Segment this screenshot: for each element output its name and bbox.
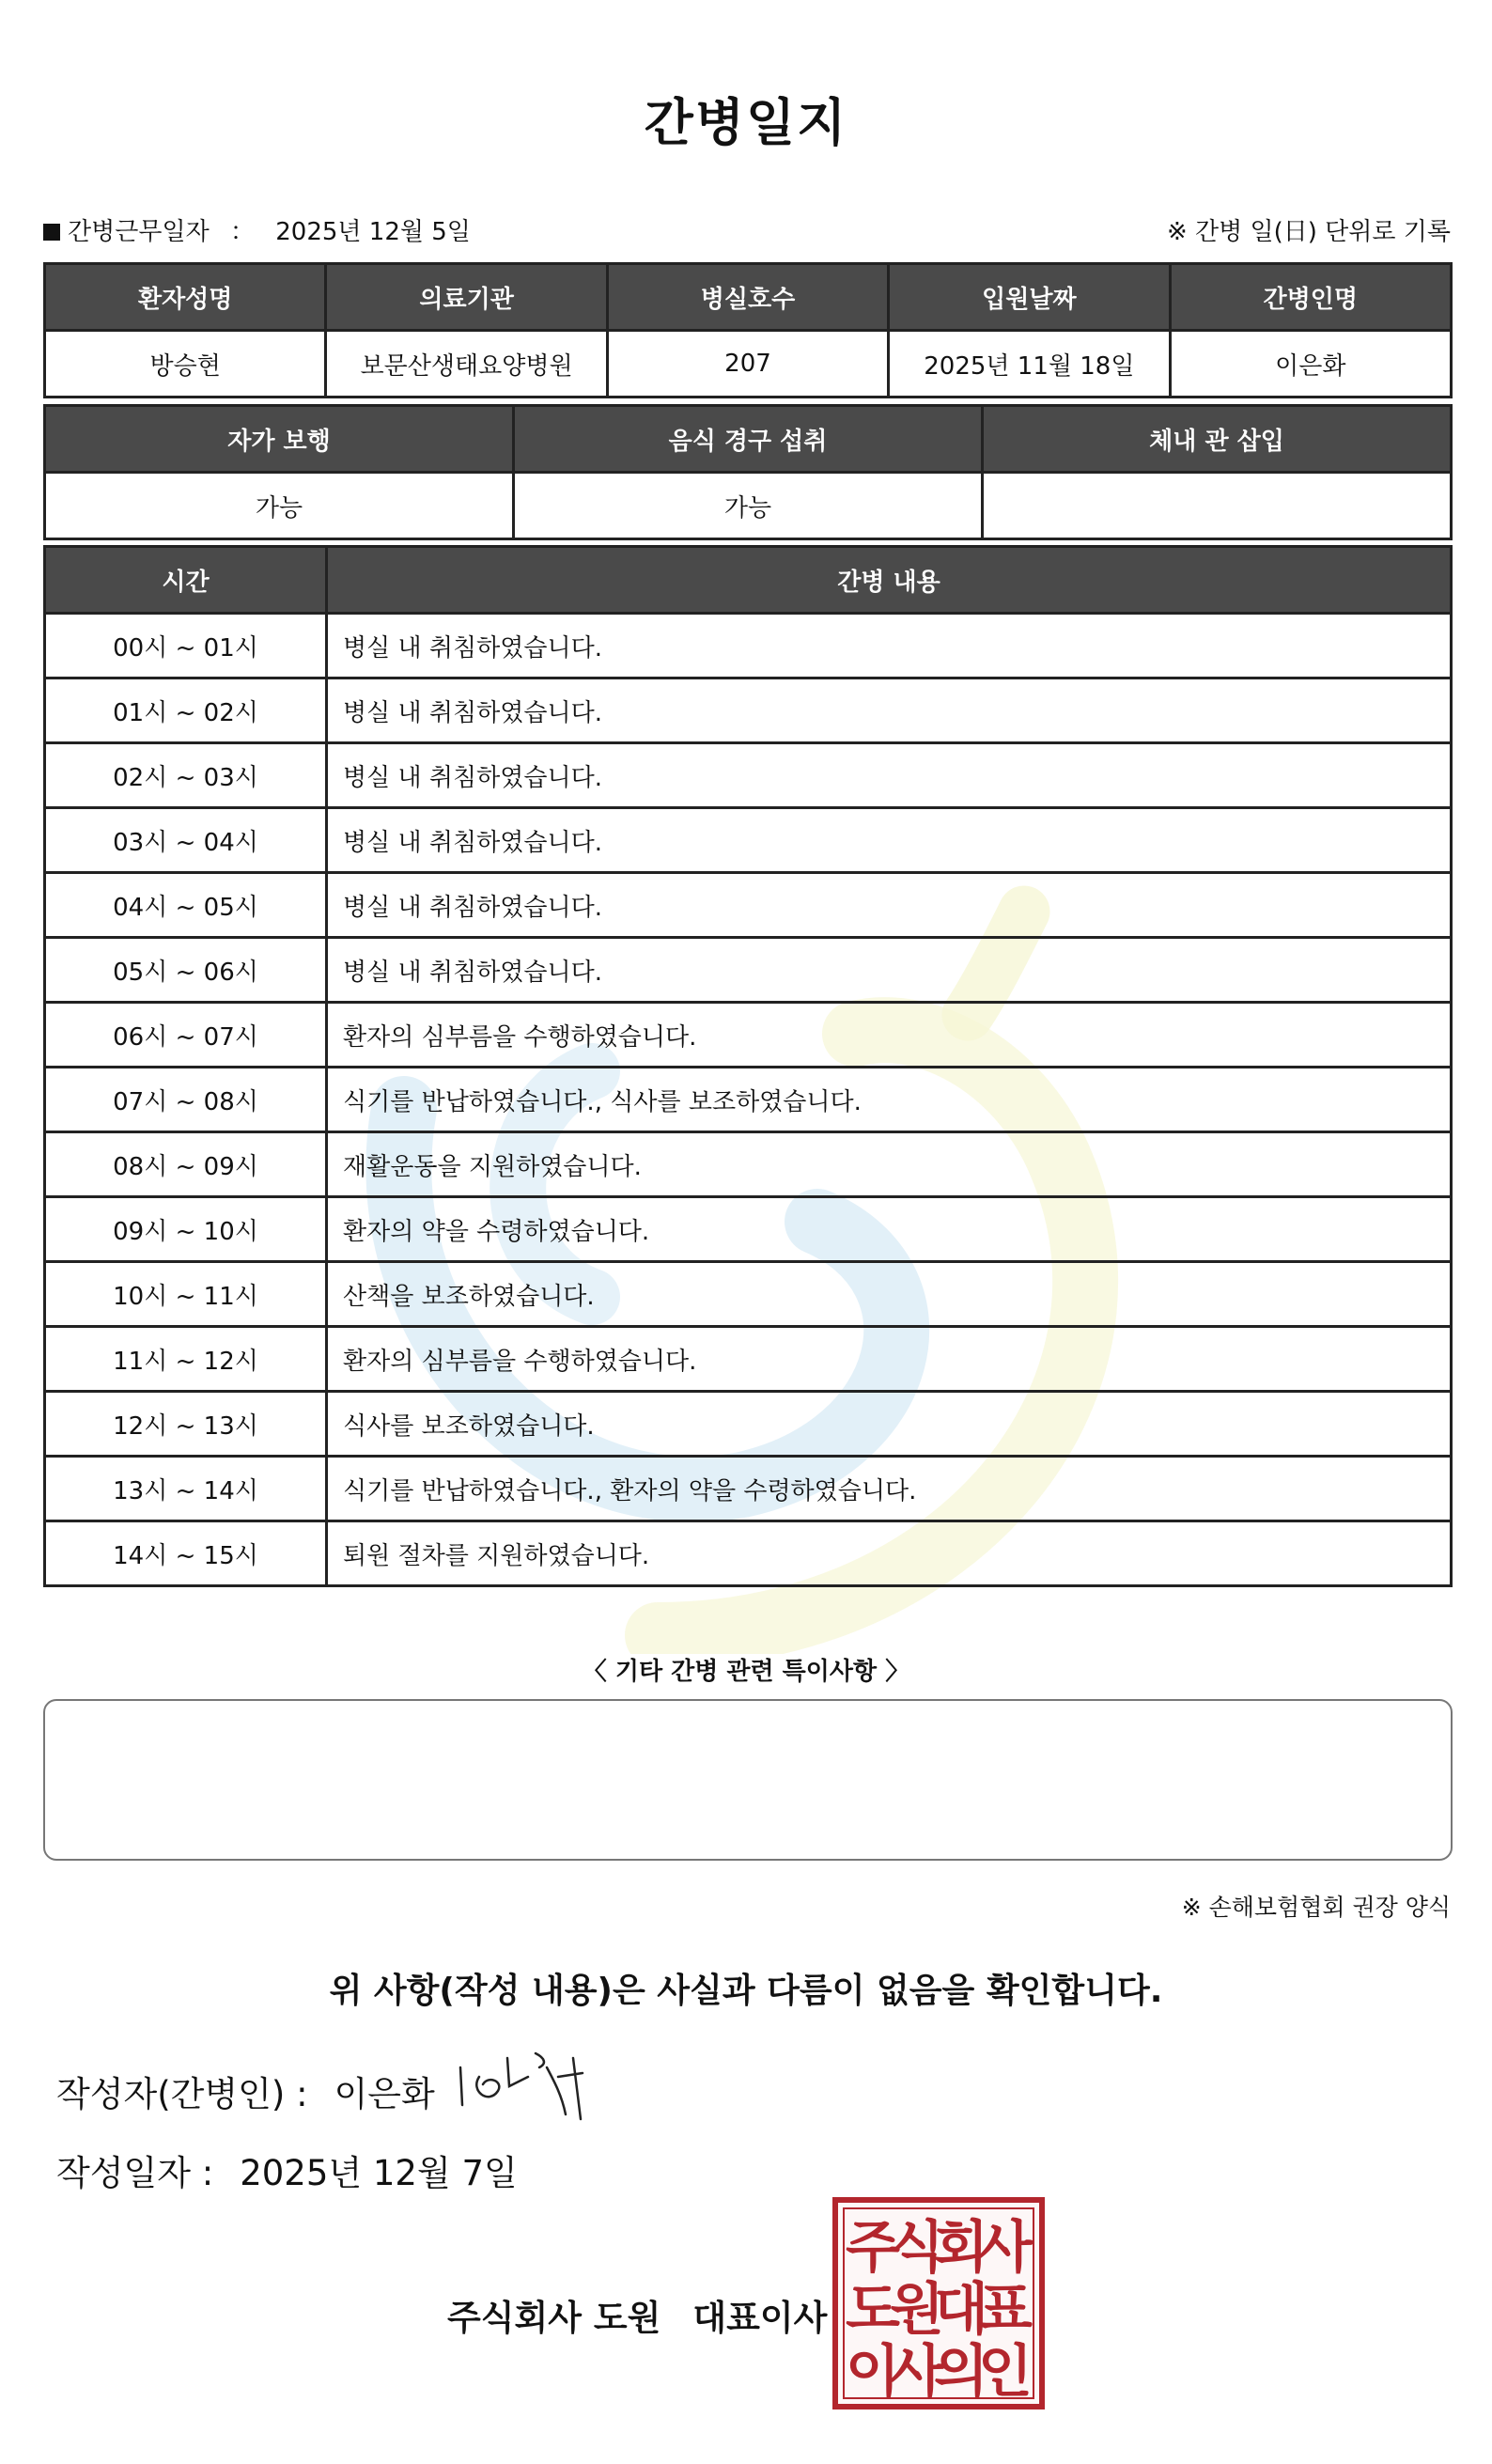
value-caregiver-name: 이은화 [1170, 331, 1451, 398]
work-date-label: 간병근무일자 [68, 218, 210, 246]
svg-text:주: 주 [846, 2215, 900, 2281]
svg-text:인: 인 [978, 2339, 1033, 2405]
log-content: 식기를 반납하였습니다., 식사를 보조하였습니다. [327, 1068, 1452, 1132]
recommend-note: ※ 손해보험협회 권장 양식 [1181, 1894, 1451, 1921]
header-room-number: 병실호수 [607, 264, 888, 331]
value-self-walking: 가능 [45, 473, 514, 539]
header-tube-insertion: 체내 관 삽입 [983, 406, 1452, 473]
log-content: 병실 내 취침하였습니다. [327, 938, 1452, 1003]
svg-text:도: 도 [846, 2277, 900, 2343]
company-signature-line [447, 2289, 827, 2340]
log-content: 병실 내 취침하였습니다. [327, 678, 1452, 743]
log-time: 13시 ~ 14시 [45, 1457, 327, 1521]
svg-text:사: 사 [978, 2215, 1033, 2281]
written-date-line [56, 2144, 518, 2195]
log-time: 12시 ~ 13시 [45, 1392, 327, 1457]
table-row [45, 1197, 1452, 1262]
log-content: 환자의 약을 수령하였습니다. [327, 1197, 1452, 1262]
value-patient-name: 방승현 [45, 331, 326, 398]
square-bullet-icon [43, 224, 60, 241]
svg-text:이: 이 [846, 2339, 900, 2405]
svg-text:대: 대 [934, 2277, 988, 2343]
log-content: 산책을 보조하였습니다. [327, 1262, 1452, 1327]
log-time: 08시 ~ 09시 [45, 1132, 327, 1197]
patient-info-header-row [45, 264, 1452, 331]
table-row [45, 873, 1452, 938]
work-date [43, 212, 471, 247]
confirm-statement: 위 사항(작성 내용)은 사실과 다름이 없음을 확인합니다. [329, 1972, 1163, 2010]
company-name: 주식회사 도원 [447, 2298, 661, 2338]
table-row [45, 678, 1452, 743]
log-time: 11시 ~ 12시 [45, 1327, 327, 1392]
patient-info-value-row [45, 331, 1452, 398]
care-log-header-row [45, 547, 1452, 614]
log-content: 식사를 보조하였습니다. [327, 1392, 1452, 1457]
log-content: 병실 내 취침하였습니다. [327, 743, 1452, 808]
writer-name: 이은화 [334, 2074, 435, 2114]
unit-note: ※ 간병 일(日) 단위로 기록 [1166, 218, 1451, 246]
log-time: 01시 ~ 02시 [45, 678, 327, 743]
writer-line [56, 2066, 435, 2116]
header-self-walking: 자가 보행 [45, 406, 514, 473]
log-content: 재활운동을 지원하였습니다. [327, 1132, 1452, 1197]
status-header-row [45, 406, 1452, 473]
value-tube-insertion [983, 473, 1452, 539]
work-date-separator: ： [229, 218, 255, 246]
patient-status-table [43, 404, 1453, 540]
writer-label: 작성자(간병인) : [56, 2074, 308, 2114]
work-date-value: 2025년 12월 5일 [275, 218, 471, 246]
log-time: 07시 ~ 08시 [45, 1068, 327, 1132]
header-admission-date: 입원날짜 [889, 264, 1170, 331]
log-content: 환자의 심부름을 수행하였습니다. [327, 1003, 1452, 1068]
log-time: 10시 ~ 11시 [45, 1262, 327, 1327]
table-row [45, 1521, 1452, 1586]
header-care-content: 간병 내용 [327, 547, 1452, 614]
log-content: 퇴원 절차를 지원하였습니다. [327, 1521, 1452, 1586]
notes-box [43, 1699, 1453, 1861]
patient-info-table [43, 262, 1453, 398]
svg-text:표: 표 [978, 2277, 1033, 2343]
company-seal-icon [832, 2197, 1045, 2409]
log-time: 04시 ~ 05시 [45, 873, 327, 938]
svg-text:원: 원 [890, 2277, 944, 2343]
written-date-label: 작성일자 : [56, 2153, 214, 2193]
log-time: 06시 ~ 07시 [45, 1003, 327, 1068]
log-time: 05시 ~ 06시 [45, 938, 327, 1003]
table-row [45, 1457, 1452, 1521]
log-content: 식기를 반납하였습니다., 환자의 약을 수령하였습니다. [327, 1457, 1452, 1521]
table-row [45, 1327, 1452, 1392]
document-title: 간병일지 [644, 93, 848, 152]
value-admission-date: 2025년 11월 18일 [889, 331, 1170, 398]
header-patient-name: 환자성명 [45, 264, 326, 331]
svg-text:의: 의 [934, 2339, 988, 2405]
header-institution: 의료기관 [326, 264, 607, 331]
log-time: 03시 ~ 04시 [45, 808, 327, 873]
log-content: 병실 내 취침하였습니다. [327, 873, 1452, 938]
header-oral-intake: 음식 경구 섭취 [514, 406, 983, 473]
value-room-number: 207 [607, 331, 888, 398]
table-row [45, 614, 1452, 678]
table-row [45, 1003, 1452, 1068]
log-time: 02시 ~ 03시 [45, 743, 327, 808]
notes-section-title: 〈 기타 간병 관련 특이사항 〉 [582, 1658, 910, 1686]
log-content: 환자의 심부름을 수행하였습니다. [327, 1327, 1452, 1392]
log-content: 병실 내 취침하였습니다. [327, 614, 1452, 678]
status-value-row [45, 473, 1452, 539]
care-log-table [43, 545, 1453, 1587]
header-caregiver-name: 간병인명 [1170, 264, 1451, 331]
table-row [45, 938, 1452, 1003]
value-oral-intake: 가능 [514, 473, 983, 539]
log-time: 00시 ~ 01시 [45, 614, 327, 678]
table-row [45, 1068, 1452, 1132]
table-row [45, 1132, 1452, 1197]
log-time: 09시 ~ 10시 [45, 1197, 327, 1262]
written-date-value: 2025년 12월 7일 [240, 2153, 518, 2193]
log-time: 14시 ~ 15시 [45, 1521, 327, 1586]
svg-text:사: 사 [890, 2339, 944, 2405]
table-row [45, 743, 1452, 808]
svg-text:식: 식 [890, 2215, 944, 2281]
representative-title: 대표이사 [692, 2298, 828, 2338]
table-row [45, 808, 1452, 873]
table-row [45, 1262, 1452, 1327]
signature-icon [442, 2039, 601, 2133]
header-time: 시간 [45, 547, 327, 614]
table-row [45, 1392, 1452, 1457]
log-content: 병실 내 취침하였습니다. [327, 808, 1452, 873]
value-institution: 보문산생태요양병원 [326, 331, 607, 398]
svg-text:회: 회 [934, 2215, 988, 2281]
